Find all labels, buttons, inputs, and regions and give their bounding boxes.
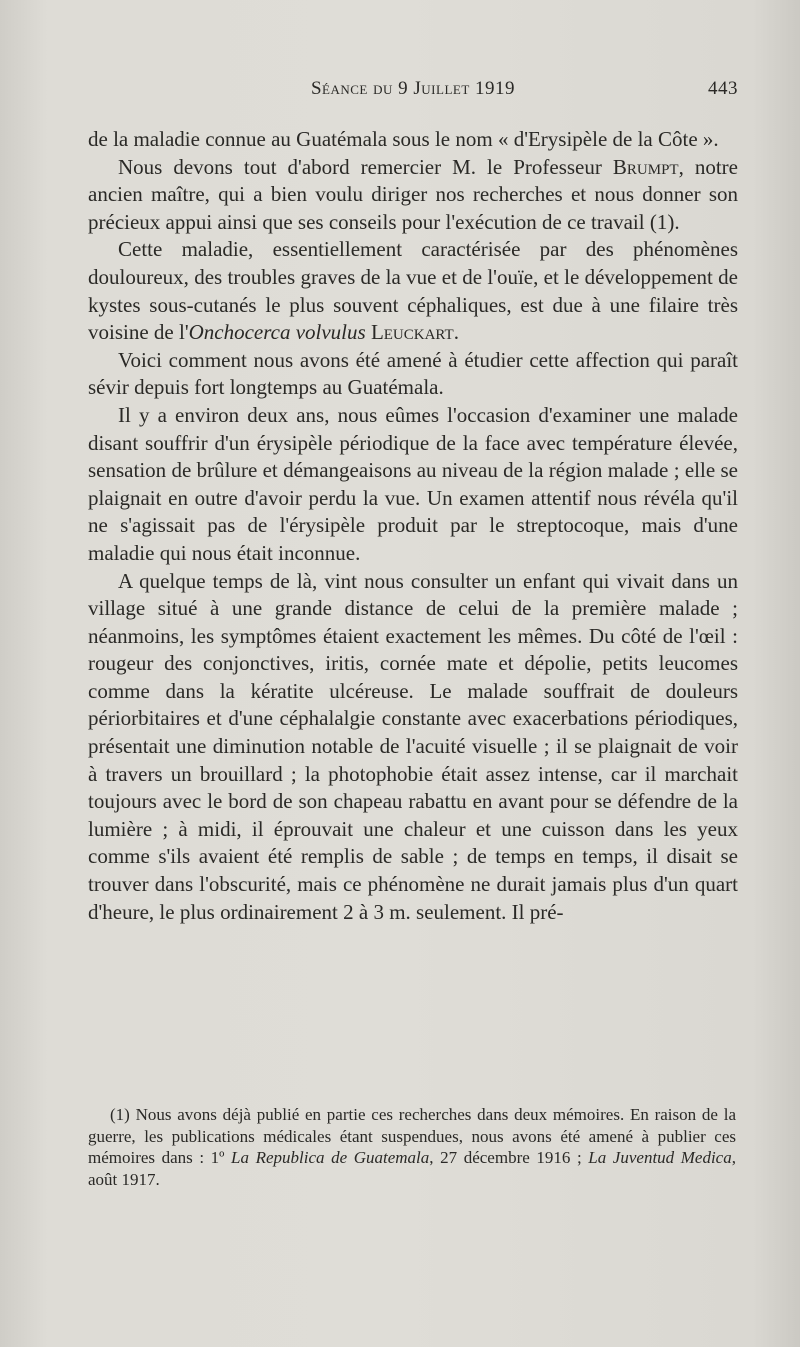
- paragraph-1: de la maladie connue au Guatémala sous le nom « d'Erysipèle de la Côte ».: [88, 127, 719, 151]
- author-name-leuckart: Leuckart: [370, 320, 454, 345]
- footnote-part-a: (1) Nous avons déjà publié en partie ces recherches dans deux mémoires. En raison de la guerre, les publications médicales étant suspendues, nous avons été amené à publier ces mémoires dans : 1º: [88, 1105, 736, 1167]
- page-header: [88, 78, 738, 108]
- body-text: [88, 126, 738, 926]
- paragraph-4: Voici comment nous avons été amené à étudier cette affection qui paraît sévir depuis fort longtemps au Guatémala.: [88, 347, 738, 400]
- footnote: [88, 1104, 736, 1190]
- paragraph-5: Il y a environ deux ans, nous eûmes l'occasion d'examiner une malade disant souffrir d'un érysipèle périodique de la face avec température élevée, sensation de brûlure et démangeaisons au niveau de la région malade ; elle se plaignait en outre d'avoir perdu la vue. Un examen attentif nous révéla qu'il ne s'agissait pas de l'érysipèle produit par le streptocoque, mais d'une maladie qui nous était inconnue.: [88, 402, 738, 565]
- page-number: 443: [708, 78, 738, 99]
- journal-title-2: La Juventud Medica: [588, 1148, 732, 1167]
- paragraph-3-part-a: Cette maladie, essentiellement caractérisée par des phénomènes douloureux, des troubles graves de la vue et de l'ouïe, et le développement de kystes sous-cutanés le plus souvent céphaliques, est due à une filaire très voisine de l': [88, 237, 738, 345]
- paragraph-6: A quelque temps de là, vint nous consulter un enfant qui vivait dans un village situé à une grande distance de celui de la première malade ; néanmoins, les symptômes étaient exactement les mêmes. Du côté de l'œil : rougeur des conjonctives, iritis, cornée mate et dépolie, petits leucomes comme dans la kératite ulcéreuse. Le malade souffrait de douleurs périorbitaires et d'une céphalalgie constante avec exacerbations périodiques, présentait une diminution notable de l'acuité visuelle ; il se plaignait de voir à travers un brouillard ; la photophobie était assez intense, car il marchait toujours avec le bord de son chapeau rabattu en avant pour se défendre de la lumière ; à midi, il éprouvait une chaleur et une cuisson dans les yeux comme s'ils avaient été remplis de sable ; de temps en temps, il disait se trouver dans l'obscurité, mais ce phénomène ne durait jamais plus d'un quart d'heure, le plus ordinairement 2 à 3 m. seulement. Il pré-: [88, 568, 738, 924]
- footnote-part-b: , 27 décembre 1916 ;: [429, 1148, 589, 1167]
- species-name: Onchocerca volvulus: [188, 320, 366, 345]
- paragraph-2-part-a: Nous devons tout d'abord remercier M. le Professeur: [118, 154, 613, 179]
- journal-title-1: La Republica de Guatemala: [231, 1148, 430, 1167]
- paragraph-3: [88, 236, 738, 346]
- footnote-part-c: , août 1917.: [88, 1148, 736, 1189]
- running-title: Séance du 9 Juillet 1919: [310, 78, 516, 99]
- footnote-1: [88, 1104, 736, 1190]
- paragraph-2-part-b: , notre ancien maître, qui a bien voulu diriger nos recherches et nous donner son précieux appui ainsi que ses conseils pour l'exécution de ce travail (1).: [88, 154, 738, 234]
- paragraph-3-end: .: [453, 320, 459, 345]
- author-name-brumpt: Brumpt: [612, 154, 679, 179]
- paragraph-2: [88, 154, 738, 237]
